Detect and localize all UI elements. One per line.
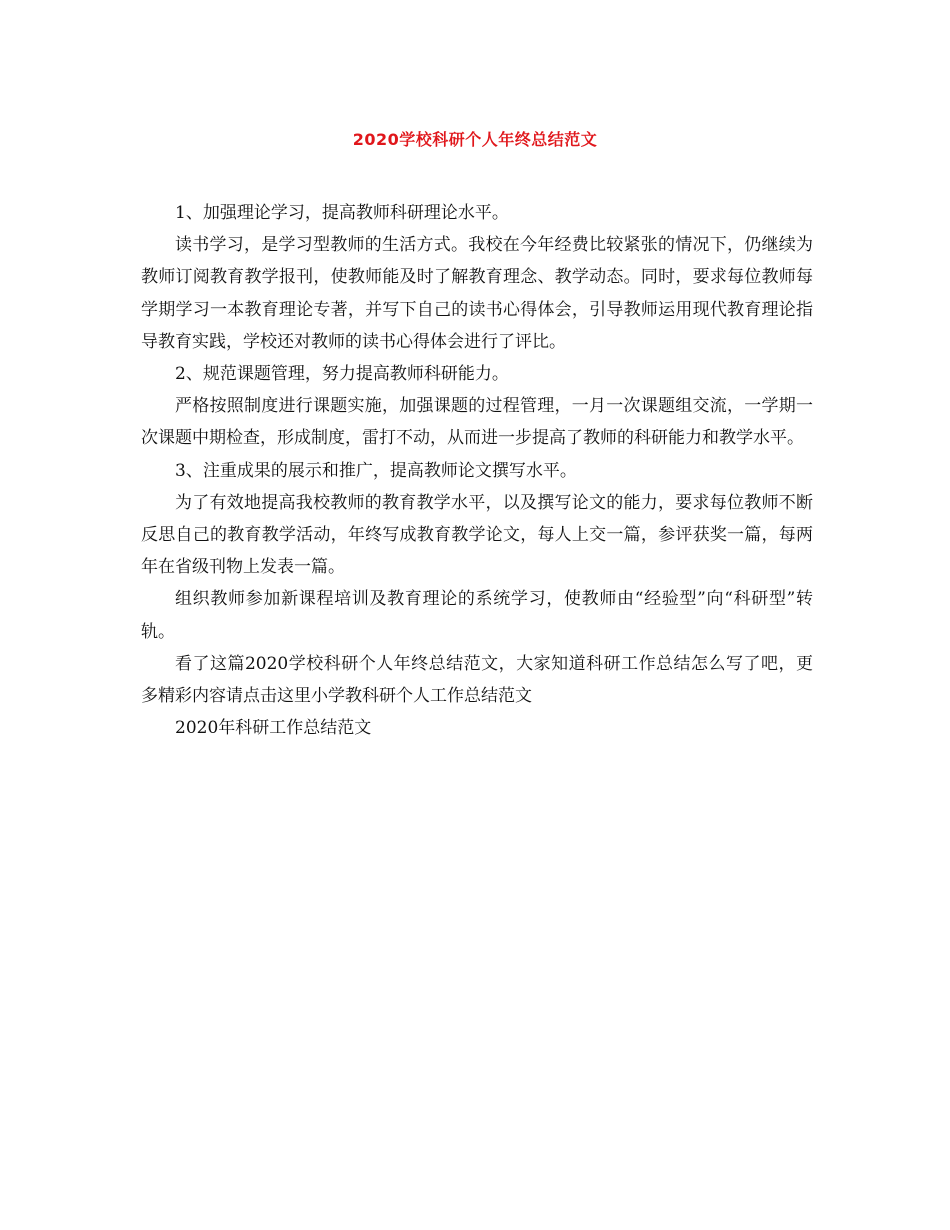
paragraph-heading-1: 1、加强理论学习，提高教师科研理论水平。 — [175, 203, 509, 223]
paragraph: 为了有效地提高我校教师的教育教学水平，以及撰写论文的能力，要求每位教师不断反思自己的教育教学活动，年终写成教育教学论文，每人上交一篇，参评获奖一篇，每两年在省级刊物上发表一篇。 — [141, 492, 813, 578]
paragraph: 严格按照制度进行课题实施，加强课题的过程管理，一月一次课题组交流，一学期一次课题中期检查，形成制度，雷打不动，从而进一步提高了教师的科研能力和教学水平。 — [141, 396, 813, 449]
document-title: 2020学校科研个人年终总结范文 — [352, 130, 598, 149]
document-body — [141, 197, 813, 744]
related-article-line: 2020年科研工作总结范文 — [175, 718, 372, 739]
paragraph-heading-2: 2、规范课题管理，努力提高教师科研能力。 — [175, 364, 509, 385]
paragraph-closing: 看了这篇2020学校科研个人年终总结范文，大家知道科研工作总结怎么写了吧，更多精彩内容请点击这里小学教科研个人工作总结范文 — [141, 653, 813, 707]
paragraph: 读书学习，是学习型教师的生活方式。我校在今年经费比较紧张的情况下，仍继续为教师订阅教育教学报刊，使教师能及时了解教育理念、教学动态。同时，要求每位教师每学期学习一本教育理论专著，并写下自己的读书心得体会，引导教师运用现代教育理论指导教育实践，学校还对教师的读书心得体会进行了评比。 — [141, 235, 813, 352]
paragraph: 组织教师参加新课程培训及教育理论的系统学习，使教师由“经验型”向“科研型”转轨。 — [141, 589, 813, 642]
paragraph-heading-3: 3、注重成果的展示和推广，提高教师论文撰写水平。 — [175, 460, 577, 481]
